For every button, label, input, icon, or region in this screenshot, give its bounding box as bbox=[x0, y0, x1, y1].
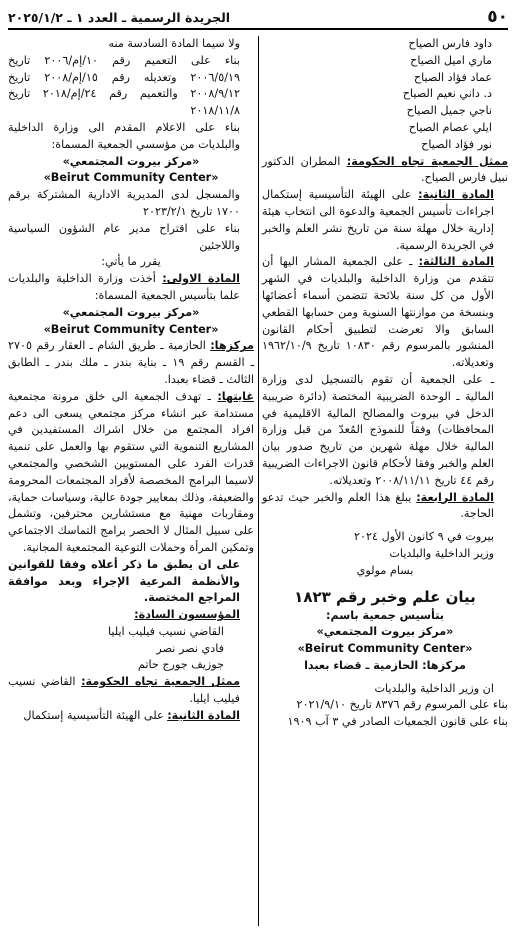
founders-label: المؤسسون السادة: bbox=[134, 608, 240, 622]
article-text: يبلغ هذا العلم والخبر حيث تدعو الحاجة. bbox=[262, 490, 494, 521]
association-name-en: «Beirut Community Center» bbox=[43, 322, 219, 336]
article-text: أخذت وزارة الداخلية والبلديات علما بتأسيس الجمعية المسماة: bbox=[8, 272, 240, 302]
gov-representative bbox=[8, 674, 254, 708]
goal-text: ـ تهدف الجمعية الى خلق مرونة مجتمعية مستدامة عبر انشاء مركز مجتمعي يسعى الى دعم افراد المجتمع من خلال اشراك المستفيدين في المشاريع التنموية التي ستقوم بها والعمل على تنمية قدرات الفرد على المستويين الشخصي والمجتمعي لاسيما البرامج المخصصة لأفراد المجتمعات المحرومة والضعيفة، وذلك بمعايير جودة عالية، وسياسات حماية، ومقاربات مهنية مع مستشارين محترفين، وتشمل على سبيل المثال لا الحصر برامج التماسك الاجتماعي وتمكين المرأة وحملات التوعية المجتمعية المجانية. bbox=[8, 389, 254, 554]
article-2 bbox=[8, 708, 254, 725]
gov-rep-label: ممثل الجمعية تجاه الحكومة: bbox=[346, 154, 508, 168]
association-name-ar: «مركز بيروت المجتمعي» bbox=[62, 305, 200, 319]
article-3-part2: ـ على الجمعية أن تقوم بالتسجيل لدى وزارة المالية ـ الوحدة الضريبية المختصة (دائرة ضريبية الدخل في بيروت والمصالح المالية الاقليمية في المحافظات) وفقاً للنموذج المُعدّ من قبل وزارة المالية خلال مهلة شهرين من تاريخ صدور بيان العلم والخبر وفقا لأحكام قانون الاجراءات الضريبية رقم ٤٤ تاريخ ٢٠٠٨/١١/١١ وتعديلاته. bbox=[262, 372, 494, 487]
member-name: داود فارس الصياح bbox=[408, 37, 492, 50]
hq-text: الحازمية ـ طريق الشام ـ العقار رقم ٢٧٠٥ ـ القسم رقم ١٩ ـ بناية بندر ـ ملك بندر ـ الطابق الثالث ـ قضاء بعبدا. bbox=[8, 339, 254, 386]
member-name: د. داني نعيم الصياح bbox=[402, 87, 492, 101]
legal-basis: بناء على الاعلام المقدم الى وزارة الداخلية والبلديات من مؤسسي الجمعية المسماة: bbox=[8, 120, 240, 151]
notice-location: مركزها: الحازمية ـ قضاء بعبدا bbox=[304, 658, 466, 672]
signature-name: بسام مولوي bbox=[356, 563, 414, 577]
law-note: على ان يطبق ما ذكر أعلاه وفقا للقوانين والأنظمة المرعية الإجراء وبعد موافقة المراجع المختصة. bbox=[8, 557, 240, 605]
member-name: عماد فؤاد الصياح bbox=[413, 70, 492, 84]
article-text: على الهيئة التأسيسية إستكمال اجراءات تأسيس الجمعية والدعوة الى انتخاب هيئة إدارية خلال مهلة سنة من تاريخ نشر العلم والخبر في الجريدة الرسمية. bbox=[262, 188, 494, 252]
notice-number: بيان علم وخبر رقم ١٨٢٣ bbox=[294, 587, 476, 606]
gov-rep-text: المطران الدكتور نبيل فارس الصياح. bbox=[262, 154, 508, 185]
notice-name-ar: «مركز بيروت المجتمعي» bbox=[316, 625, 454, 639]
page-header bbox=[8, 6, 508, 30]
article-2 bbox=[262, 187, 508, 254]
legal-basis: ولا سيما المادة السادسة منه bbox=[108, 37, 240, 50]
notice-subject: بتأسيس جمعية باسم: bbox=[325, 608, 445, 622]
article-label: المادة الثانية: bbox=[167, 708, 240, 722]
association-name-ar: «مركز بيروت المجتمعي» bbox=[62, 154, 200, 168]
gov-rep-label: ممثل الجمعية تجاه الحكومة: bbox=[81, 675, 241, 689]
legal-basis: والمسجل لدى المديرية الادارية المشتركة برقم ١٧٠٠ تاريخ ٢٠٢٣/٢/١ bbox=[8, 188, 240, 218]
members-list bbox=[262, 36, 508, 154]
legal-basis: بناء على التعميم رقم ١٠/إم/٢٠٠٦ تاريخ ٢٠٠٦/٥/١٩ وتعديله رقم ١٥/إم/٢٠٠٨ تاريخ ٢٠٠٨/٩/١٢ والتعميم رقم ٢٤/إم/٢٠١٨ تاريخ ٢٠١٨/١١/٨ bbox=[8, 53, 240, 118]
member-name: نور فؤاد الصياح bbox=[421, 137, 492, 151]
article-label: المادة الثالثة: bbox=[418, 255, 495, 269]
article-text: على الهيئة التأسيسية إستكمال bbox=[23, 708, 164, 722]
article-text: ـ على الجمعية المشار اليها أن تتقدم من وزارة الداخلية والبلديات في الشهر الأول من كل سنة بلائحة تتضمن أسماء أعضائها وبنسخة من موازنتها السنوية ومن حسابها القطعي السابق والا تعرضت لتطبيق أحكام القانون المنشور بالمرسوم رقم ١٠٨٣٠ تاريخ ١٩٦٢/١٠/٩ وتعديلاته. bbox=[262, 255, 495, 370]
signature-title: وزير الداخلية والبلديات bbox=[389, 546, 494, 560]
article-4 bbox=[262, 490, 508, 524]
intro-line: بناء على قانون الجمعيات الصادر في ٣ آب ١٩٠٩ bbox=[287, 715, 508, 729]
gazette-title: الجريدة الرسمية ـ العدد ١ ـ ٢٠٢٥/١/٢ bbox=[8, 9, 231, 25]
founder-name: جوزيف جورج حاتم bbox=[137, 658, 224, 672]
intro-line: ان وزير الداخلية والبلديات bbox=[374, 681, 494, 695]
signature-place-date: بيروت في ٩ كانون الأول ٢٠٢٤ bbox=[354, 530, 494, 544]
founder-name: فادي نصر نصر bbox=[156, 641, 224, 655]
intro-line: بناء على المرسوم رقم ٨٣٧٦ تاريخ ٢٠٢١/٩/١٠ bbox=[296, 698, 508, 712]
legal-basis: بناء على اقتراح مدير عام الشؤون السياسية واللاجئين bbox=[8, 221, 240, 252]
column-divider bbox=[258, 36, 259, 926]
right-column bbox=[262, 36, 508, 731]
founder-name: القاضي نسيب فيليب ايليا bbox=[107, 624, 224, 638]
member-name: ايلي عصام الصياح bbox=[408, 120, 492, 134]
goals bbox=[8, 389, 254, 557]
article-label: المادة الرابعة: bbox=[416, 490, 494, 504]
page-number: ٥٠ bbox=[487, 7, 508, 27]
decision-line: يقرر ما يأتي: bbox=[101, 255, 161, 269]
article-3 bbox=[262, 254, 508, 372]
notice-name-en: «Beirut Community Center» bbox=[297, 642, 473, 656]
article-label: المادة الاولى: bbox=[162, 272, 241, 286]
gov-rep-text: القاضي نسيب فيليب ايليا. bbox=[8, 675, 240, 706]
headquarters bbox=[8, 338, 254, 388]
left-column bbox=[8, 36, 254, 725]
goal-label: غايتها: bbox=[217, 389, 254, 403]
article-label: المادة الثانية: bbox=[418, 188, 494, 202]
article-1 bbox=[8, 271, 254, 305]
hq-label: مركزها: bbox=[210, 339, 254, 353]
member-name: ماري اميل الصياح bbox=[410, 53, 492, 67]
association-name-en: «Beirut Community Center» bbox=[43, 171, 219, 185]
member-name: ناجي جميل الصياح bbox=[406, 104, 492, 118]
gov-representative bbox=[262, 154, 508, 188]
